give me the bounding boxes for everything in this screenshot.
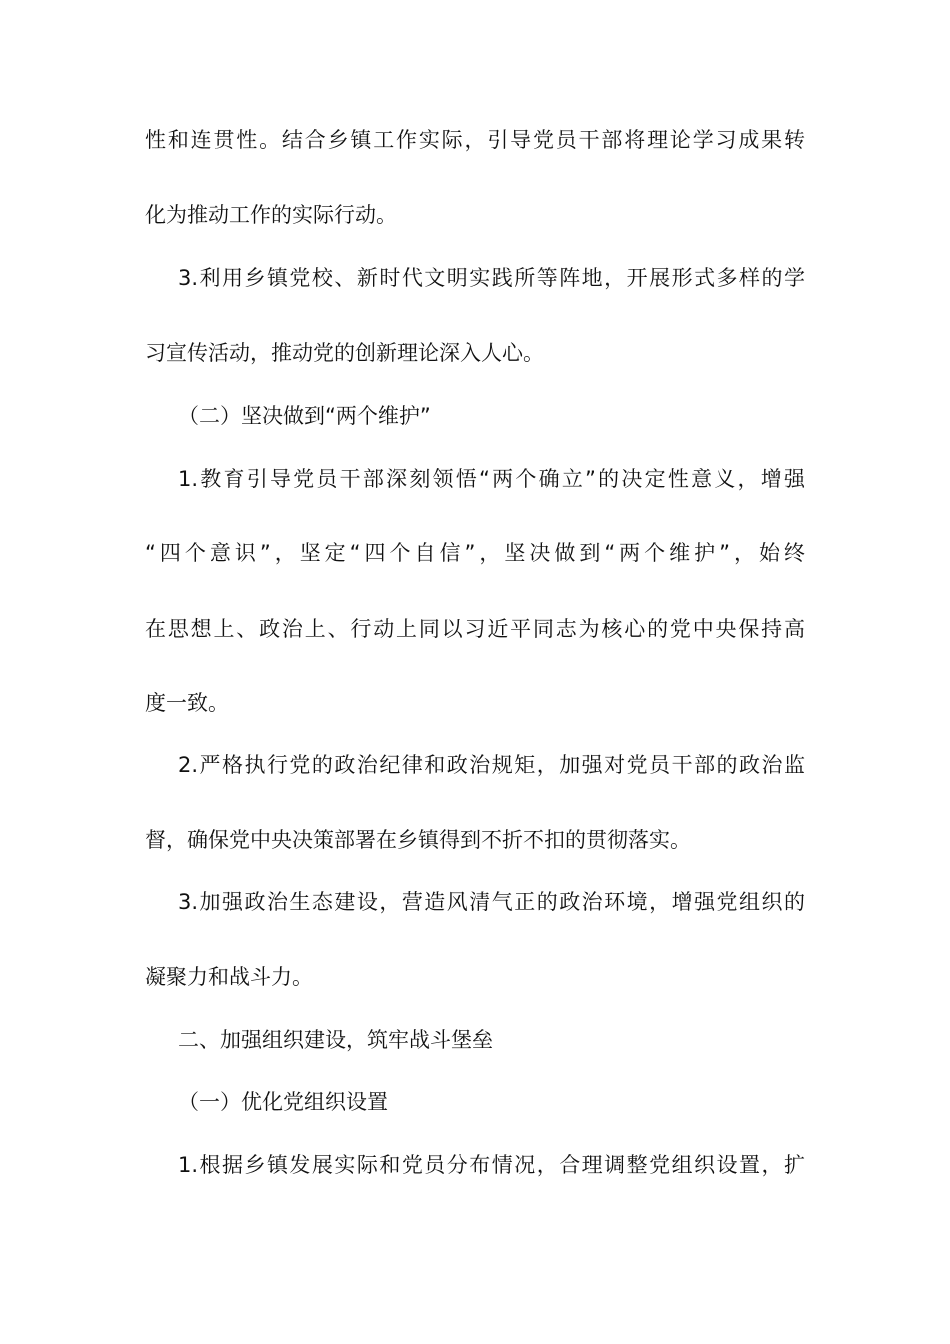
section-heading: （二）坚决做到“两个维护” (178, 404, 431, 428)
paragraph-line: 1.根据乡镇发展实际和党员分布情况，合理调整党组织设置，扩 (178, 1153, 805, 1177)
paragraph-line: 性和连贯性。结合乡镇工作实际，引导党员干部将理论学习成果转 (145, 128, 805, 152)
chapter-heading: 二、加强组织建设，筑牢战斗堡垒 (178, 1028, 493, 1052)
section-heading: （一）优化党组织设置 (178, 1090, 388, 1114)
paragraph-line: 督，确保党中央决策部署在乡镇得到不折不扣的贯彻落实。 (145, 828, 691, 852)
paragraph-line: “四个意识”，坚定“四个自信”，坚决做到“两个维护”，始终 (145, 541, 805, 565)
paragraph-line: 3.利用乡镇党校、新时代文明实践所等阵地，开展形式多样的学 (178, 266, 805, 290)
paragraph-line: 习宣传活动，推动党的创新理论深入人心。 (145, 341, 544, 365)
paragraph-line: 度一致。 (145, 691, 229, 715)
paragraph-line: 凝聚力和战斗力。 (145, 965, 313, 989)
paragraph-line: 3.加强政治生态建设，营造风清气正的政治环境，增强党组织的 (178, 890, 805, 914)
paragraph-line: 在思想上、政治上、行动上同以习近平同志为核心的党中央保持高 (145, 617, 805, 641)
paragraph-line: 2.严格执行党的政治纪律和政治规矩，加强对党员干部的政治监 (178, 753, 805, 777)
paragraph-line: 1.教育引导党员干部深刻领悟“两个确立”的决定性意义，增强 (178, 467, 805, 491)
paragraph-line: 化为推动工作的实际行动。 (145, 203, 397, 227)
